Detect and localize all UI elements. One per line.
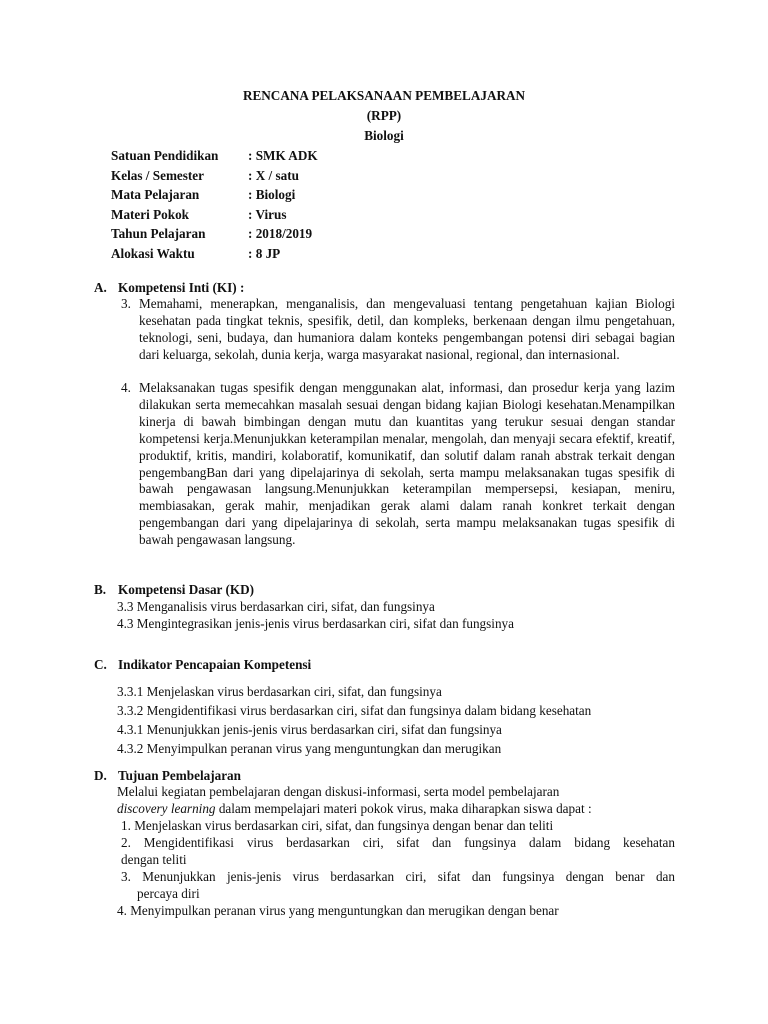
identity-label: Kelas / Semester [111, 167, 205, 183]
identity-label: Satuan Pendidikan [111, 148, 219, 163]
identity-value: : 2018/2019 [248, 226, 313, 242]
identity-label: Mata Pelajaran [111, 187, 200, 203]
indicator-item: 3.3.2 Mengidentifikasi virus berdasarkan ciri, sifat dan fungsinya dalam bidang kesehatan [117, 703, 592, 718]
ki-item [121, 296, 675, 364]
document-title: RENCANA PELAKSANAAN PEMBELAJARAN [242, 88, 526, 103]
section-title: Kompetensi Inti (KI) : [118, 280, 245, 295]
identity-row [111, 185, 318, 205]
identity-table [111, 146, 318, 264]
identity-row [111, 205, 318, 225]
kd-item: 4.3 Mengintegrasikan jenis-jenis virus berdasarkan ciri, sifat dan fungsinya [117, 616, 514, 631]
identity-row [111, 166, 318, 186]
identity-value: : X / satu [248, 167, 299, 183]
identity-value: : 8 JP [248, 245, 281, 261]
indicator-item: 3.3.1 Menjelaskan virus berdasarkan ciri, sifat, dan fungsinya [117, 684, 442, 699]
section-title: Kompetensi Dasar (KD) [118, 582, 255, 597]
identity-label: Alokasi Waktu [111, 245, 195, 261]
ki-item-number: 4. [121, 380, 131, 395]
identity-row [111, 146, 318, 166]
objective-item: 3. Menunjukkan jenis-jenis virus berdasarkan ciri, sifat dan fungsinya dengan benar dan [121, 869, 675, 884]
section-letter: B. [94, 582, 107, 597]
ki-item-number: 3. [121, 296, 131, 311]
objective-item: 1. Menjelaskan virus berdasarkan ciri, sifat, dan fungsinya dengan benar dan teliti [121, 818, 554, 833]
section-title: Tujuan Pembelajaran [118, 768, 241, 783]
kd-item: 3.3 Menganalisis virus berdasarkan ciri, sifat, dan fungsinya [117, 599, 435, 614]
identity-value: : Virus [248, 206, 287, 222]
document-abbreviation: (RPP) [366, 108, 402, 123]
identity-row [111, 244, 318, 264]
identity-value: : Biologi [248, 187, 296, 203]
ki-item-text: Melaksanakan tugas spesifik dengan menggunakan alat, informasi, dan prosedur kerja yang lazim dilakukan serta memecahkan masalah sesuai dengan bidang kajian Biologi kesehatan.Menampilkan kinerja di bawah bimbingan dengan mutu dan kuantitas yang terukur sesuai dengan standar kompetensi kerja.Menunjukkan keterampilan menalar, mengolah, dan menyaji secara efektif, kreatif, produktif, kritis, mandiri, kolaboratif, komunikatif, dan solutif dalam ranah abstrak terkait dengan pengembangBan dari yang dipelajarinya di sekolah, serta mampu melaksanakan tugas spesifik di bawah pengawasan langsung.Menunjukkan keterampilan mempersepsi, kesiapan, meniru, membiasakan, gerak mahir, menjadikan gerak alami dalam ranah konkret terkait dengan pengembangan dari yang dipelajarinya di sekolah, serta mampu melaksanakan tugas spesifik di bawah pengawasan langsung. [139, 380, 675, 548]
section-letter: A. [94, 280, 107, 295]
indicator-item: 4.3.2 Menyimpulkan peranan virus yang menguntungkan dan merugikan [117, 741, 502, 756]
objective-intro-rest: dalam mempelajari materi pokok virus, maka diharapkan siswa dapat : [215, 801, 592, 816]
section-c-heading [94, 655, 311, 674]
ki-item [121, 380, 675, 549]
section-a-heading [94, 278, 244, 297]
objective-intro-line-1: Melalui kegiatan pembelajaran dengan diskusi-informasi, serta model pembelajaran [117, 784, 560, 799]
objective-item-continuation: percaya diri [137, 886, 200, 901]
objective-intro-italic: discovery learning [117, 801, 216, 816]
identity-value: : SMK ADK [248, 148, 318, 163]
identity-label: Materi Pokok [111, 206, 190, 222]
objective-item: 2. Mengidentifikasi virus berdasarkan ciri, sifat dan fungsinya dalam bidang kesehatan [121, 835, 675, 850]
section-letter: C. [94, 657, 107, 672]
document-subject: Biologi [364, 128, 404, 143]
indicator-item: 4.3.1 Menunjukkan jenis-jenis virus berdasarkan ciri, sifat dan fungsinya [117, 722, 502, 737]
identity-label: Tahun Pelajaran [111, 226, 206, 242]
objective-item-continuation: dengan teliti [121, 852, 187, 867]
objective-item: 4. Menyimpulkan peranan virus yang menguntungkan dan merugikan dengan benar [117, 903, 559, 918]
identity-row [111, 224, 318, 244]
section-letter: D. [94, 768, 107, 783]
ki-item-text: Memahami, menerapkan, menganalisis, dan mengevaluasi tentang pengetahuan kajian Biologi kesehatan pada tingkat teknis, spesifik, detil, dan kompleks, berkenaan dengan ilmu pengetahuan, teknologi, seni, budaya, dan humaniora dalam konteks pengembangan potensi diri sebagai bagian dari keluarga, sekolah, dunia kerja, warga masyarakat nasional, regional, dan internasional. [139, 296, 675, 362]
section-title: Indikator Pencapaian Kompetensi [118, 657, 312, 672]
